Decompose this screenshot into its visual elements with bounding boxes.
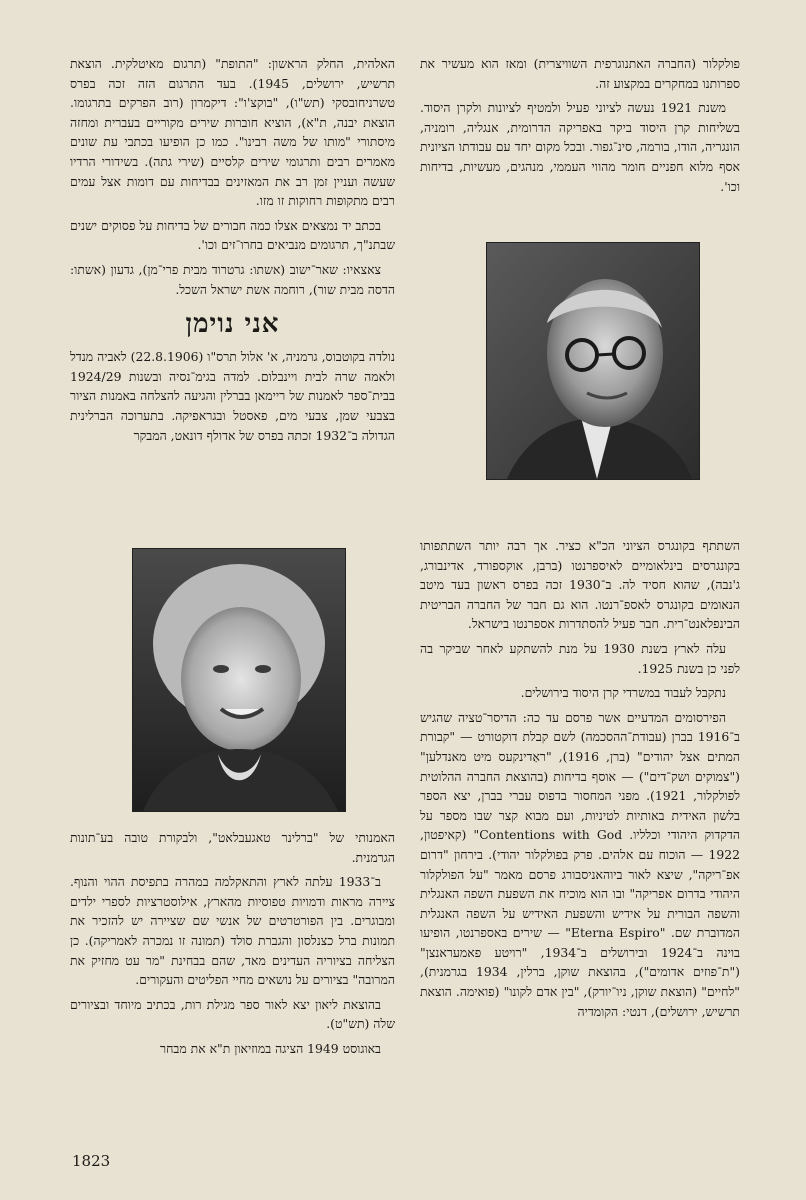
paragraph: משנת 1921 נעשה לציוני פעיל ולמטיף לציונות ולקרן היסוד. בשליחות קרן היסוד ביקר באפריקה הדרומית, אנגליה, רומניה, הונגריה, הודו, בורמה, סינ־גפור. ובכל מקום יחד עם עבודתו הציונית אסף מלוא חפניים חומר מהווי העממי, מנהגים, מעשיות, בדיחות וכו'. [420, 100, 740, 194]
paragraph: פולקלור (החברה האתנוגרפית השוויצרית) ומאז הוא מעשיר את ספרותנו במחקרים במקצוע זה. [420, 56, 740, 91]
paragraph: הפירסומים המדעיים אשר פרסם עד כה: הדיסר־טציה שהגיש ב־1916 בברן (עבודת־ההסכמה) לשם קבלת דוקטורט — "קבורת המתים אצל יהודים" (ברן, 1916), "ראַדינקעס מיט מאנדלען" ("צמוקים ושק־דים") — אוסף בדיחות (בהוצאת החברה ההלוטית לפולקלור, 1921). מפני המחסור בדפוס עברי בברן, יצא הספר בלשון האידית באותיות לטיניות, ועם מבוא קצר שבו מספר על הדקדוק היהודי וכלליו. Contentions with God" (קאיפטון, 1922 — הוכוח עם אלהים. פרק בפולקלור יהודי). בירחון "דרום אפ־ריקה", שיצא לאור ביוהאניסבורג פרסם מאמר "על הפולקלור היהודי בדרום אפריקה" ובו הוא מוכיח את השפעת השפה האנגלית והשפה הבורית על אידיש והשפעת האידיש על השפה האנגלית המדוברת שם. "Eterna Espiro" — שירים באספרנטו, הופיעו בוינה ב־1924 ובירושלים ב־1934, "רויטע פאמעראנצן" ("ת־פוזים אדומים"), בהוצאת שוקן, ברלין, 1934 בגרמנית), "לחיים" (הוצאת שוקן, ניו־יורק), "בין אדם לקונו" (פואימה. הוצאת תרשיש, ירושלים), דנטי: הקומדיה [420, 709, 741, 1019]
paragraph: בהוצאת ליאון יצא לאור ספר מגילת רות, בכתיב מיוחד ובציורים שלה (תש"ט). [70, 996, 395, 1032]
right-column-bottom [420, 536, 740, 1026]
portrait-photo-man [486, 242, 700, 480]
paragraph: ב־1933 עלתה לארץ והתאקלמה במהרה בתפיסת ההוי והנוף. ציירה מראות ודמויות טפוסיות מהארץ, אילוסטרציות לספרי ילדים ומבוגרים. בין הפורטרטים של אנשי שם שציירה יש להזכיר את תמונות ברל כצנלסון והגברת סולד (תמונה זו נמכרה לאמריקה). כן הצליחה בציוריה העדינים מאד, שהם בבחינת "מר עט מחזיק את המרובה" בציורים על נושאים מחיי הפליטים והעקורים. [70, 874, 395, 988]
left-column-bottom [70, 828, 395, 1064]
paragraph: בכתב יד נמצאים אצלו כמה חבורים של בדיחות על פסוקים ישנים שבתנ"ך, תרגומים מנביאים בחרו־זים וכו'. [70, 217, 395, 253]
left-column-top [70, 54, 395, 450]
paragraph: נולדה בקוטבוס, גרמניה, א' אלול תרס"ו (22.8.1906) לאביה מנדל ולאמה שרה לבית ויינבלום. למדה בגימ־נסיה ובשנות 1924/29 בבית־ספר לאמנות של ריימאן בברלין והגיעה להצלחה באמנות הציור בצבעי שמן, צבעי מים, פאסטל ובגראפיקה. בתערוכה הברלינית הגדולה ב־1932 זכתה בפרס של אדולף דונאט, המבקר [70, 349, 395, 443]
biography-heading: אני נוימן [185, 309, 280, 340]
paragraph: נתקבל לעבוד במשרדי קרן היסוד בירושלים. [520, 685, 726, 701]
portrait-photo-woman [132, 548, 346, 812]
right-column-top [420, 54, 740, 201]
paragraph: האמנותי של "ברלינר טאגעבלאט", ולבקורת טובה בע־תונות הגרמנית. [70, 830, 395, 865]
paragraph: צאצאיו: שאר־ישוב (אשתו: גרטרוד מבית פרי־מן), גדעון (אשתו: הדסה מבית שור), רוחמה אשת ישראל השכל. [70, 261, 395, 297]
paragraph: השתתף בקונגרס הציוני הכ"א כציר. אך רבה יותר השתתפותו בקונגרסים בינלאומיים לאיספרנטו (ברבן, אוקספורד, אדינבורג, ג'נבה), שהוא חסיד לה. ב־1930 זכה בפרס ראשון בעד מיטב הנאומים בקונגרס לאספ־רנטו. הוא גם חבר של החברה הבריטית הבינפלאנט־רית. חבר פעיל להסתדרות אספרנטו בישראל. [420, 538, 741, 632]
paragraph: באוגוסט 1949 הציגה במוזיאון ת"א את מבחר [159, 1040, 381, 1056]
paragraph: עלה לארץ בשנת 1930 על מנת להשתקע לאחר שביקר בה לפני כן בשנת 1925. [420, 640, 740, 676]
paragraph: האלהית, החלק הראשון: "התופת" (תרגום מאיטלקית. הוצאת תרשיש, ירושלים, 1945). בעד התרגום הזה זכה בפרס טשרניחובסקי (תש"ו), "בוקצ'ו": דיקמרון (רוב הפרקים בתרגומו. הוצאת יבנה, ת"א), הוציא חוברות שירים מקוריים בעברית ומחזה מיסתורי "מותו של משה רבינו". כמו כן הופיעו בכתבי עת שונים מאמרים רבים ותרגומי שירים קלסיים (שירי גתה). בשידורי הרדיו שעשה ועניין זמן רב את המאזינים בבדיחות עם דומות אצל עמים רבים מתקופות רחוקות זו מזו. [70, 56, 395, 209]
page-number: 1823 [72, 1152, 111, 1170]
